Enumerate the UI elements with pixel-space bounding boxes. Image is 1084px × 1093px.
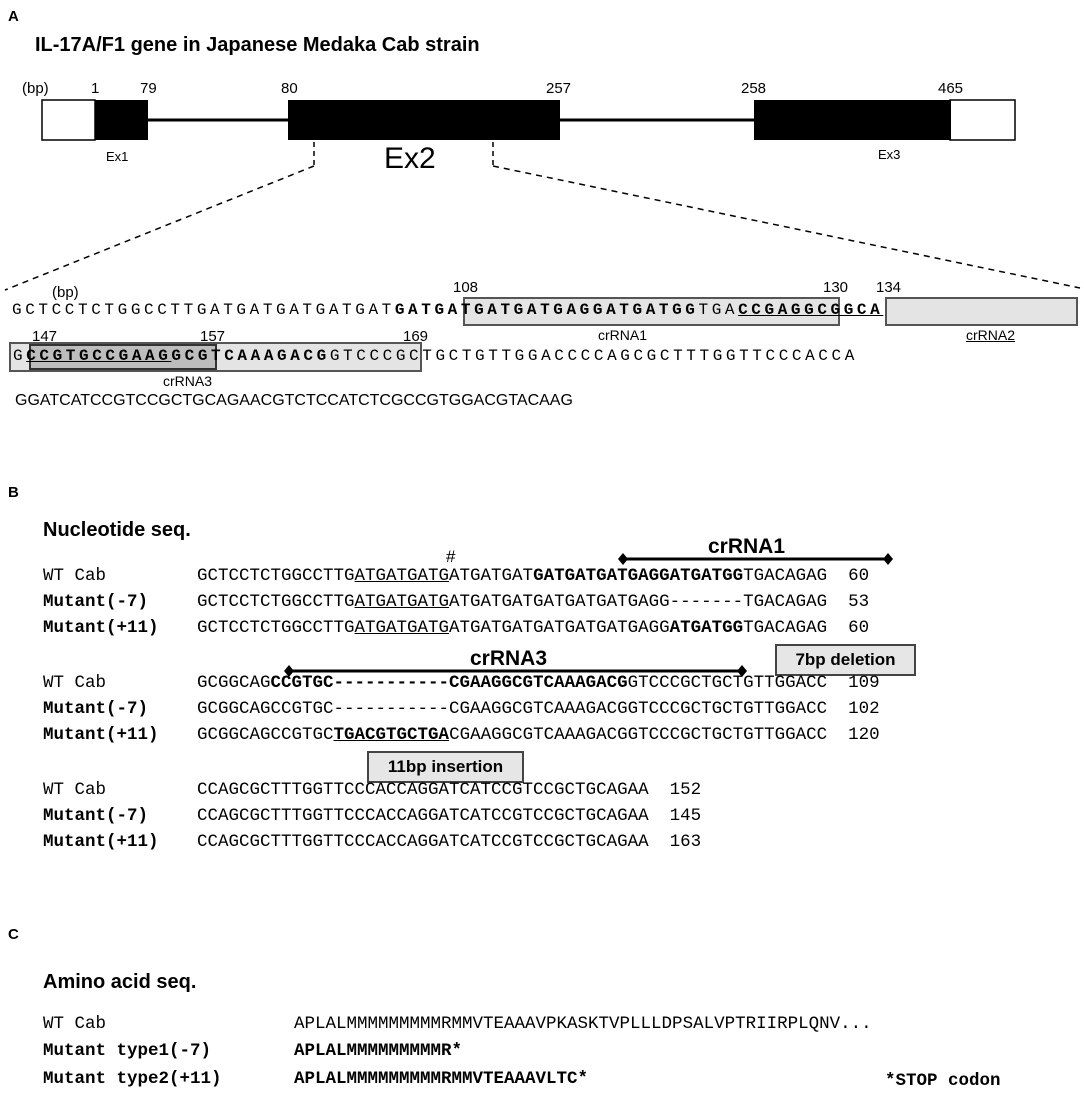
alignment-row-count: 53 xyxy=(827,592,870,612)
sequence-segment: ATGATGATG xyxy=(354,618,450,638)
sequence-segment: TGACAGAG xyxy=(743,566,828,586)
seq-crRNA2: CCGAGGCGGCA xyxy=(738,301,884,319)
crRNA1-span-left-diamond xyxy=(618,553,628,565)
alignment-row-sequence xyxy=(197,618,869,638)
exon-2-label: Ex2 xyxy=(384,142,436,175)
crRNA3-span-label: crRNA3 xyxy=(470,647,548,670)
sequence-segment: GTCCCGCTGCTGTTGGACC xyxy=(627,673,828,693)
crRNA1-span-right-diamond xyxy=(883,553,893,565)
alignment-row-sequence xyxy=(197,832,701,852)
aa-name-wt: WT Cab xyxy=(43,1014,107,1034)
deletion-badge: 7bp deletion xyxy=(775,644,916,676)
hash-mark: # xyxy=(446,547,456,566)
alignment-row-sequence xyxy=(197,806,701,826)
sequence-segment: CCAGCGCTTTGGTTCCCACCAGGATCATCCGTCCGCTGCAGAA xyxy=(197,806,649,826)
crRNA2-label: crRNA2 xyxy=(966,327,1016,343)
panel-b-title: Nucleotide seq. xyxy=(43,519,191,541)
seq-post-crRNA3: GTCCCGCTGCTGTTGGACCCCAGCGCTTTGGTTCCCACCA xyxy=(329,347,858,365)
panel-a-label: A xyxy=(8,8,19,25)
sequence-segment: CCGTGC-----------CGAAGGCGTCAAAGACG xyxy=(270,673,628,693)
gene-seq-line-3: GGATCATCCGTCCGCTGCAGAACGTCTCCATCTCGCCGTGGACGTACAAG xyxy=(15,392,573,409)
seq-bp-label: (bp) xyxy=(52,284,79,301)
seq-crRNA1: GATGATGATGATGAGGATGATGG xyxy=(394,301,699,319)
sequence-segment: CCAGCGCTTTGGTTCCCACCAGGATCATCCGTCCGCTGCAGAA xyxy=(197,832,649,852)
alignment-row-name: Mutant(+11) xyxy=(43,725,159,745)
seq-mid: TGA xyxy=(698,301,739,319)
pos-257: 257 xyxy=(546,80,572,97)
seq-crRNA3-inner: CCGTGCCGAAG xyxy=(26,347,172,365)
alignment-row-sequence xyxy=(197,673,880,693)
sequence-segment: TGACAGAG xyxy=(743,618,828,638)
alignment-row-name: Mutant(+11) xyxy=(43,618,159,638)
pos-79: 79 xyxy=(140,80,157,97)
alignment-row-count: 163 xyxy=(648,832,702,852)
alignment-row-count: 120 xyxy=(827,725,880,745)
alignment-row-sequence xyxy=(197,725,880,745)
sequence-segment: CGAAGGCGTCAAAGACGGTCCCGCTGCTGTTGGACC xyxy=(449,725,828,745)
alignment-row-name: Mutant(-7) xyxy=(43,592,149,612)
sequence-segment: GCGGCAGCCGTGC xyxy=(197,725,334,745)
pos-258: 258 xyxy=(741,80,767,97)
alignment-row-count: 145 xyxy=(648,806,702,826)
panel-c-label: C xyxy=(8,926,19,943)
seq-g: G xyxy=(13,347,27,365)
insertion-badge: 11bp insertion xyxy=(367,751,524,783)
seq-pos-134: 134 xyxy=(876,279,902,296)
seq-pos-130: 130 xyxy=(823,279,849,296)
sequence-segment: TGACGTGCTGA xyxy=(333,725,450,745)
exon-3-label: Ex3 xyxy=(878,147,901,162)
alignment-row-count: 60 xyxy=(827,618,870,638)
alignment-row-name: WT Cab xyxy=(43,566,107,586)
pos-80: 80 xyxy=(281,80,298,97)
crRNA3-label: crRNA3 xyxy=(163,373,213,389)
alignment-row-name: WT Cab xyxy=(43,673,107,693)
seq-pos-169: 169 xyxy=(403,328,429,345)
sequence-segment: CCAGCGCTTTGGTTCCCACCAGGATCATCCGTCCGCTGCAGAA xyxy=(197,780,649,800)
alignment-row-count: 152 xyxy=(648,780,702,800)
alignment-row-sequence xyxy=(197,592,869,612)
seq-crRNA3-rest: GCGTCAAAGACG xyxy=(171,347,330,365)
pos-1: 1 xyxy=(91,80,100,97)
panel-c-title: Amino acid seq. xyxy=(43,971,197,993)
seq-pos-108: 108 xyxy=(453,279,479,296)
sequence-segment: ATGATGATGATGATGATGAGG xyxy=(449,618,670,638)
aa-seq-mutant1: APLALMMMMMMMMMR* xyxy=(294,1041,463,1061)
sequence-segment: GCTCCTCTGGCCTTG xyxy=(197,566,355,586)
aa-name-mutant2: Mutant type2(+11) xyxy=(43,1069,222,1089)
alignment-row-name: Mutant(+11) xyxy=(43,832,159,852)
alignment-row-sequence xyxy=(197,566,869,586)
sequence-segment: ATGATGATGATGATGATGAGG-------TGACAGAG xyxy=(449,592,828,612)
seq-pre-crRNA1: GCTCCTCTGGCCTTGATGATGATGATGAT xyxy=(12,301,395,319)
alignment-row-sequence xyxy=(197,780,701,800)
crRNA1-label: crRNA1 xyxy=(598,327,648,343)
panel-b-label: B xyxy=(8,484,19,501)
bp-label: (bp) xyxy=(22,80,49,97)
alignment-row-count: 60 xyxy=(827,566,870,586)
alignment-row-count: 102 xyxy=(827,699,880,719)
sequence-segment: GCTCCTCTGGCCTTG xyxy=(197,592,355,612)
sequence-segment: GCTCCTCTGGCCTTG xyxy=(197,618,355,638)
aa-name-mutant1: Mutant type1(-7) xyxy=(43,1041,212,1061)
aa-seq-mutant2: APLALMMMMMMMMMRMMVTEAAAVLTC* xyxy=(294,1069,589,1089)
sequence-segment: ATGATGG xyxy=(669,618,744,638)
seq-pos-147: 147 xyxy=(32,328,58,345)
sequence-segment: ATGATGATG xyxy=(354,592,450,612)
exon-1-label: Ex1 xyxy=(106,149,129,164)
alignment-row-name: WT Cab xyxy=(43,780,107,800)
sequence-segment: GCGGCAG xyxy=(197,673,271,693)
seq-pos-157: 157 xyxy=(200,328,226,345)
aa-seq-wt: APLALMMMMMMMMMRMMVTEAAAVPKASKTVPLLLDPSALVPTRIIRPLQNV... xyxy=(294,1014,872,1034)
sequence-segment: ATGATGAT xyxy=(449,566,534,586)
sequence-segment: GCGGCAGCCGTGC-----------CGAAGGCGTCAAAGACGGTCCCGCTGCTGTTGGACC xyxy=(197,699,828,719)
sequence-segment: GATGATGATGAGGATGATGG xyxy=(533,566,744,586)
crRNA1-span-label: crRNA1 xyxy=(708,535,786,558)
pos-465: 465 xyxy=(938,80,964,97)
stop-codon-note: *STOP codon xyxy=(885,1071,1001,1091)
alignment-row-name: Mutant(-7) xyxy=(43,806,149,826)
alignment-row-name: Mutant(-7) xyxy=(43,699,149,719)
alignment-row-count: 109 xyxy=(827,673,880,693)
panel-a-title: IL-17A/F1 gene in Japanese Medaka Cab strain xyxy=(35,34,480,56)
alignment-row-sequence xyxy=(197,699,880,719)
sequence-segment: ATGATGATG xyxy=(354,566,450,586)
